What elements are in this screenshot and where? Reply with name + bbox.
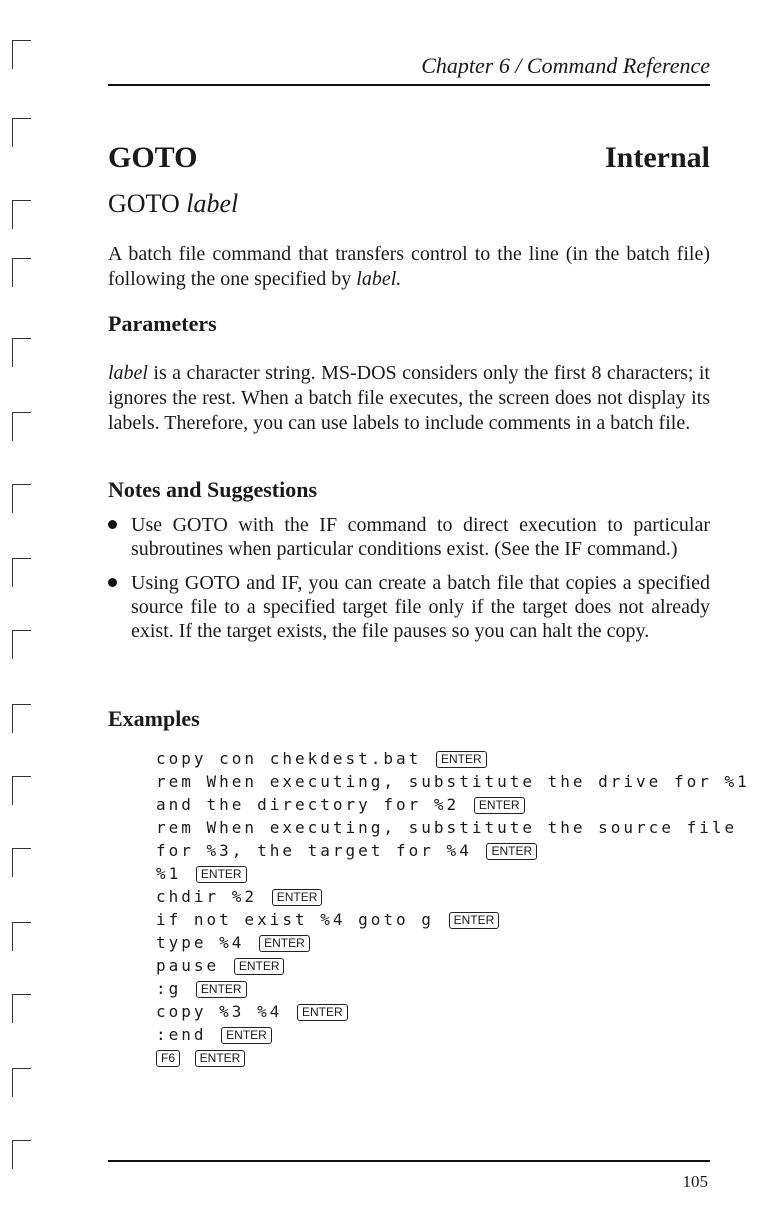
- binding-mark: [12, 848, 31, 877]
- binding-mark: [12, 200, 31, 229]
- code-text: type %4: [156, 933, 245, 952]
- code-text: %1: [156, 864, 182, 883]
- code-text: :g: [156, 979, 182, 998]
- page-number: 105: [682, 1172, 708, 1191]
- note-text: Using GOTO and IF, you can create a batch file that copies a specified source file to a specified target file only if the target does not already exist. If the target exists, the file pauses so you can halt the copy.: [131, 572, 710, 642]
- code-text: rem When executing, substitute the source file: [156, 818, 738, 837]
- parameters-term: label: [108, 362, 148, 384]
- parameters-heading: Parameters: [108, 311, 217, 336]
- intro-emphasis: label.: [356, 268, 402, 290]
- running-head: Chapter 6 / Command Reference: [421, 53, 710, 78]
- parameters-text: is a character string. MS-DOS considers only the first 8 characters; it ignores the rest. When a batch file executes, the screen does not display its labels. Therefore, you can use labels to include comments in a batch file.: [108, 362, 710, 434]
- code-text: chdir %2: [156, 887, 258, 906]
- enter-key-icon: ENTER: [486, 843, 537, 860]
- code-text: copy %3 %4: [156, 1002, 283, 1021]
- code-line: [156, 885, 710, 908]
- enter-key-icon: ENTER: [436, 751, 487, 768]
- syntax-argument: label: [186, 189, 239, 218]
- note-text: Use GOTO with the IF command to direct execution to particular subroutines when particular conditions exist. (See the IF command.): [131, 514, 710, 560]
- code-text: pause: [156, 956, 220, 975]
- command-type: Internal: [605, 141, 710, 174]
- binding-margin-marks: [0, 0, 40, 1220]
- intro-paragraph: [108, 242, 710, 292]
- binding-mark: [12, 1140, 31, 1169]
- binding-mark: [12, 994, 31, 1023]
- enter-key-icon: ENTER: [234, 958, 285, 975]
- bullet-icon: [108, 578, 117, 587]
- binding-mark: [12, 412, 31, 441]
- command-title: GOTO: [108, 141, 198, 174]
- code-line: [156, 839, 710, 862]
- code-line: [156, 862, 710, 885]
- list-item: [108, 513, 710, 561]
- binding-mark: [12, 258, 31, 287]
- code-text: and the directory for %2: [156, 795, 460, 814]
- header-rule: [108, 84, 710, 86]
- enter-key-icon: ENTER: [259, 935, 310, 952]
- enter-key-icon: ENTER: [221, 1027, 272, 1044]
- footer-rule: [108, 1160, 710, 1162]
- enter-key-icon: ENTER: [449, 912, 500, 929]
- syntax-command: GOTO: [108, 189, 180, 218]
- code-text: rem When executing, substitute the drive for %1: [156, 772, 750, 791]
- notes-heading: Notes and Suggestions: [108, 477, 318, 502]
- binding-mark: [12, 922, 31, 951]
- code-line: [156, 747, 710, 770]
- code-line: [156, 977, 710, 1000]
- code-line: [156, 931, 710, 954]
- bullet-icon: [108, 520, 117, 529]
- binding-mark: [12, 118, 31, 147]
- enter-key-icon: ENTER: [196, 866, 247, 883]
- binding-mark: [12, 40, 31, 69]
- code-text: :end: [156, 1025, 207, 1044]
- code-line: [156, 793, 710, 816]
- intro-text: A batch file command that transfers control to the line (in the batch file) following the one specified by: [108, 243, 710, 290]
- code-line: [156, 770, 750, 793]
- f6-key-icon: F6: [156, 1050, 180, 1067]
- code-text: if not exist %4 goto g: [156, 910, 434, 929]
- binding-mark: [12, 630, 31, 659]
- example-code-block: [156, 747, 750, 1069]
- enter-key-icon: ENTER: [272, 889, 323, 906]
- code-line: [156, 1046, 710, 1069]
- binding-mark: [12, 558, 31, 587]
- code-line: [156, 954, 710, 977]
- enter-key-icon: ENTER: [195, 1050, 246, 1067]
- command-syntax: [108, 188, 238, 220]
- binding-mark: [12, 776, 31, 805]
- list-item: [108, 571, 710, 643]
- enter-key-icon: ENTER: [297, 1004, 348, 1021]
- binding-mark: [12, 704, 31, 733]
- binding-mark: [12, 338, 31, 367]
- code-text: copy con chekdest.bat: [156, 749, 422, 768]
- code-line: [156, 1000, 710, 1023]
- enter-key-icon: ENTER: [196, 981, 247, 998]
- parameters-paragraph: [108, 361, 710, 436]
- code-line: [156, 908, 710, 931]
- enter-key-icon: ENTER: [474, 797, 525, 814]
- code-line: [156, 816, 738, 839]
- binding-mark: [12, 484, 31, 513]
- notes-list: [108, 513, 710, 653]
- binding-mark: [12, 1068, 31, 1097]
- code-text: for %3, the target for %4: [156, 841, 472, 860]
- code-line: [156, 1023, 710, 1046]
- examples-heading: Examples: [108, 706, 200, 731]
